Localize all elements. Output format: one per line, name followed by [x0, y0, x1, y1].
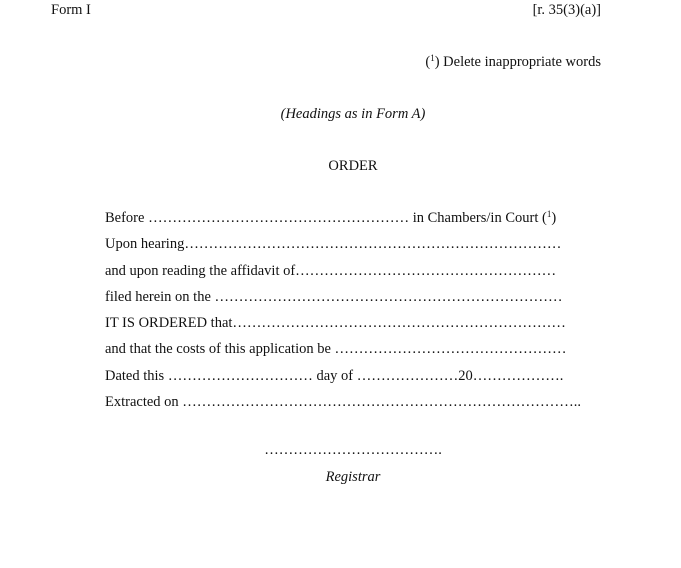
filed-line: filed herein on the ………………………………………………………………	[105, 288, 563, 305]
affidavit-line: and upon reading the affidavit of………………………………………………	[105, 262, 557, 279]
registrar-label: Registrar	[325, 469, 381, 485]
extracted-line: Extracted on ………………………………………………………………………..	[105, 394, 582, 411]
rule-reference: [r. 35(3)(a)]	[532, 2, 601, 18]
headings-note: (Headings as in Form A)	[280, 106, 426, 122]
ordered-line: IT IS ORDERED that……………………………………………………………	[105, 315, 566, 332]
close-paren: )	[551, 210, 557, 226]
before-blank: ………………………………………………	[148, 210, 410, 226]
before-label: Before	[105, 210, 149, 226]
order-body	[105, 209, 581, 419]
document-title: ORDER	[328, 158, 378, 174]
dated-line: Dated this ………………………… day of …………………20……………….	[105, 367, 564, 384]
footnote-marker: 1	[430, 53, 435, 63]
signature-line: ……………………………….	[264, 442, 442, 458]
footnote-text: ) Delete inappropriate words	[434, 54, 601, 70]
costs-line: and that the costs of this application be …………………………………………	[105, 341, 567, 358]
upon-hearing-line: Upon hearing……………………………………………………………………	[105, 236, 562, 253]
before-line	[105, 209, 581, 235]
footnote-ref: 1	[546, 209, 552, 219]
footnote-note: ($^1$) Delete inappropriate words	[425, 53, 601, 70]
form-number: Form I	[51, 2, 91, 18]
chambers-court-text: in Chambers/in Court (	[409, 210, 547, 226]
